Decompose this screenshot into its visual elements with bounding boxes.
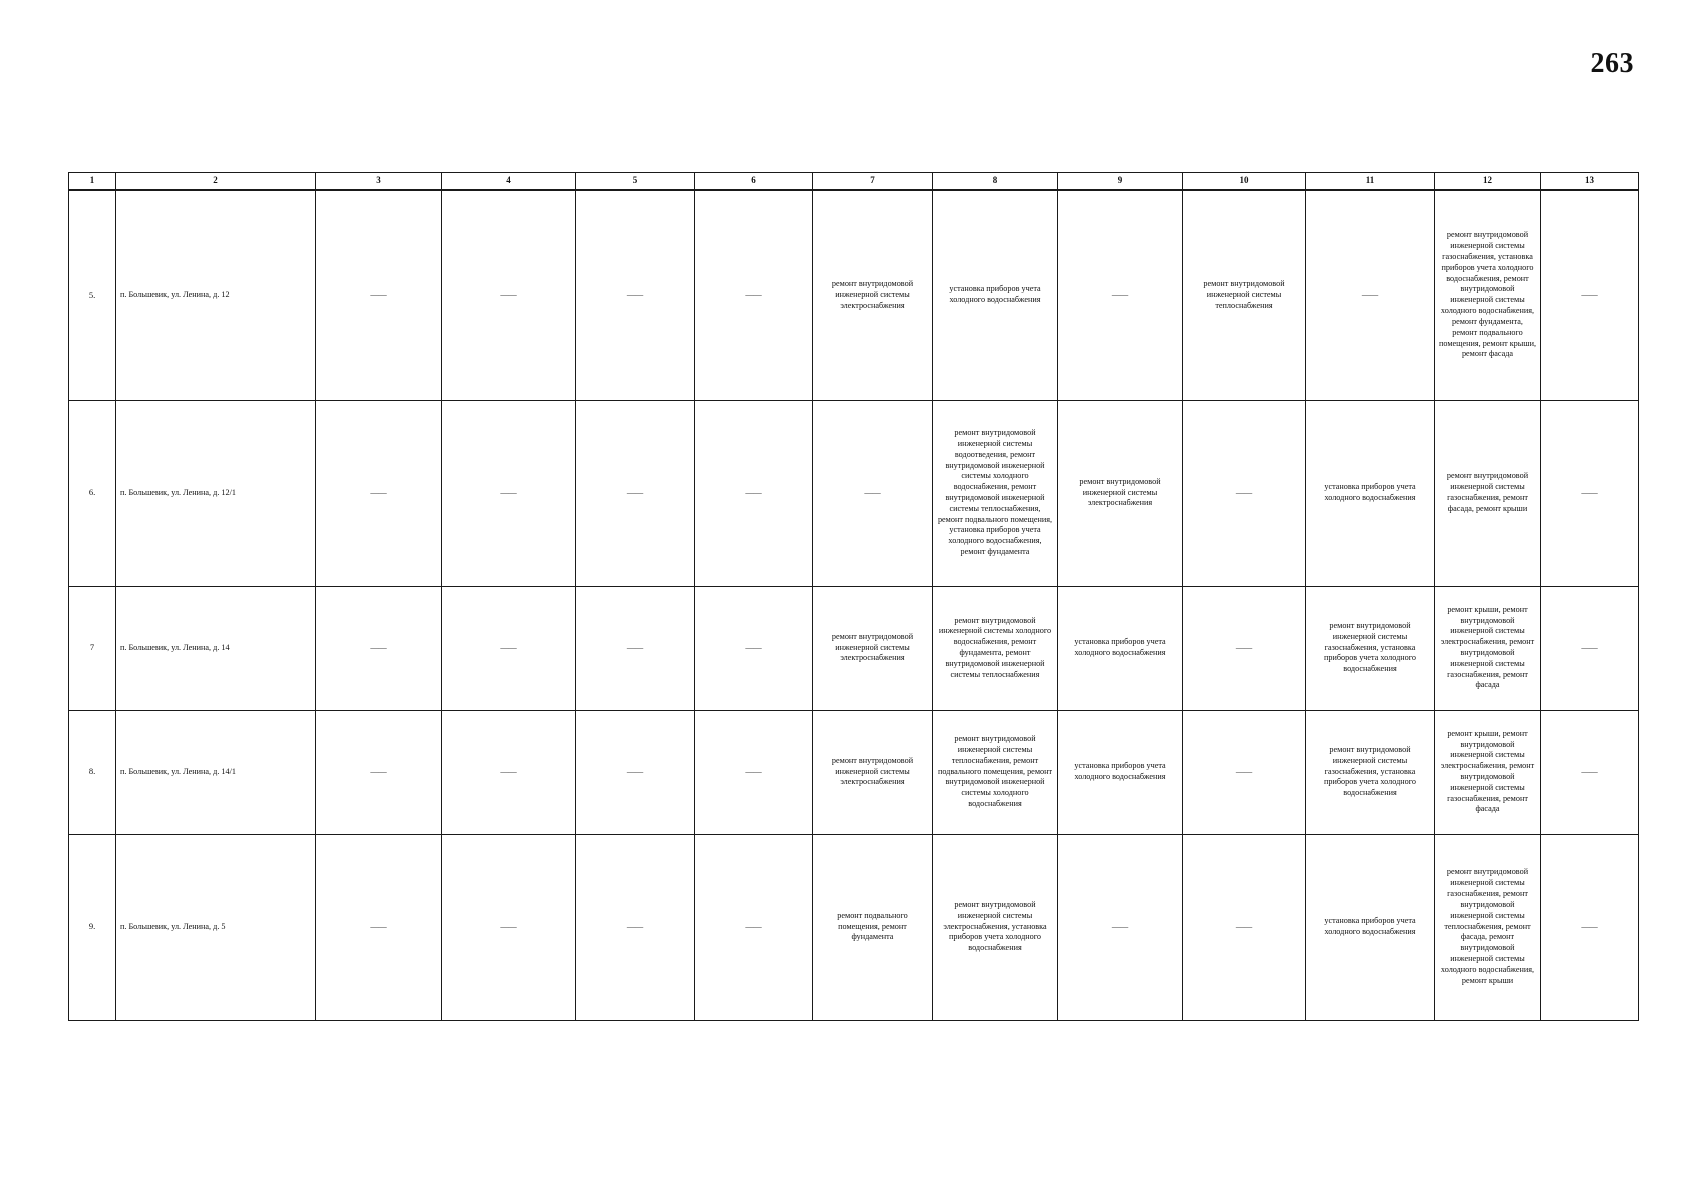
row-number: 7 [69,586,116,710]
cell-col5: —— [576,190,695,400]
cell-col6: —— [695,190,813,400]
table-row [69,190,1639,400]
cell-col9: установка приборов учета холодного водоснабжения [1058,710,1183,834]
cell-col11: ремонт внутридомовой инженерной системы газоснабжения, установка приборов учета холодного водоснабжения [1306,710,1435,834]
address-cell: п. Большевик, ул. Ленина, д. 5 [116,834,316,1020]
table-row [69,586,1639,710]
cell-col7: ремонт подвального помещения, ремонт фундамента [813,834,933,1020]
cell-col3: —— [316,190,442,400]
address-cell: п. Большевик, ул. Ленина, д. 14/1 [116,710,316,834]
table-row [69,834,1639,1020]
column-number-row [69,173,1639,191]
row-number: 6. [69,400,116,586]
cell-col8: ремонт внутридомовой инженерной системы электроснабжения, установка приборов учета холодного водоснабжения [933,834,1058,1020]
cell-col4: —— [442,834,576,1020]
row-number: 8. [69,710,116,834]
column-header: 2 [116,173,316,191]
cell-col7: ремонт внутридомовой инженерной системы электроснабжения [813,586,933,710]
cell-col4: —— [442,586,576,710]
cell-col11: установка приборов учета холодного водоснабжения [1306,834,1435,1020]
repair-schedule-table [68,172,1639,1021]
address-cell: п. Большевик, ул. Ленина, д. 12/1 [116,400,316,586]
cell-col9: —— [1058,190,1183,400]
cell-col8: ремонт внутридомовой инженерной системы теплоснабжения, ремонт подвального помещения, ремонт внутридомовой инженерной системы холодного водоснабжения [933,710,1058,834]
cell-col7: ремонт внутридомовой инженерной системы электроснабжения [813,190,933,400]
column-header: 4 [442,173,576,191]
column-header: 5 [576,173,695,191]
column-header: 11 [1306,173,1435,191]
cell-col5: —— [576,400,695,586]
cell-col9: —— [1058,834,1183,1020]
column-header: 1 [69,173,116,191]
cell-col8: ремонт внутридомовой инженерной системы водоотведения, ремонт внутридомовой инженерной системы холодного водоснабжения, ремонт внутридомовой инженерной системы теплоснабжения, ремонт подвального помещения, установка приборов учета холодного водоснабжения, ремонт фундамента [933,400,1058,586]
cell-col10: —— [1183,834,1306,1020]
cell-col12: ремонт внутридомовой инженерной системы газоснабжения, ремонт фасада, ремонт крыши [1435,400,1541,586]
page-number: 263 [1590,48,1634,79]
table-row [69,710,1639,834]
cell-col10: —— [1183,586,1306,710]
cell-col10: —— [1183,710,1306,834]
cell-col11: ремонт внутридомовой инженерной системы газоснабжения, установка приборов учета холодного водоснабжения [1306,586,1435,710]
cell-col5: —— [576,710,695,834]
cell-col3: —— [316,710,442,834]
cell-col6: —— [695,400,813,586]
cell-col5: —— [576,586,695,710]
cell-col12: ремонт крыши, ремонт внутридомовой инженерной системы электроснабжения, ремонт внутридомовой инженерной системы газоснабжения, ремонт фасада [1435,586,1541,710]
cell-col10: ремонт внутридомовой инженерной системы теплоснабжения [1183,190,1306,400]
cell-col11: установка приборов учета холодного водоснабжения [1306,400,1435,586]
column-header: 9 [1058,173,1183,191]
column-header: 12 [1435,173,1541,191]
cell-col5: —— [576,834,695,1020]
row-number: 5. [69,190,116,400]
cell-col13: —— [1541,400,1639,586]
cell-col8: установка приборов учета холодного водоснабжения [933,190,1058,400]
cell-col12: ремонт крыши, ремонт внутридомовой инженерной системы электроснабжения, ремонт внутридомовой инженерной системы газоснабжения, ремонт фасада [1435,710,1541,834]
cell-col12: ремонт внутридомовой инженерной системы газоснабжения, ремонт внутридомовой инженерной системы теплоснабжения, ремонт фасада, ремонт внутридомовой инженерной системы холодного водоснабжения, ремонт крыши [1435,834,1541,1020]
cell-col4: —— [442,190,576,400]
cell-col7: ремонт внутридомовой инженерной системы электроснабжения [813,710,933,834]
cell-col12: ремонт внутридомовой инженерной системы газоснабжения, установка приборов учета холодного водоснабжения, ремонт внутридомовой инженерной системы холодного водоснабжения, ремонт фундамента, ремонт подвального помещения, ремонт крыши, ремонт фасада [1435,190,1541,400]
cell-col10: —— [1183,400,1306,586]
cell-col13: —— [1541,834,1639,1020]
cell-col8: ремонт внутридомовой инженерной системы холодного водоснабжения, ремонт фундамента, ремонт внутридомовой инженерной системы теплоснабжения [933,586,1058,710]
cell-col11: —— [1306,190,1435,400]
cell-col4: —— [442,710,576,834]
cell-col3: —— [316,586,442,710]
address-cell: п. Большевик, ул. Ленина, д. 14 [116,586,316,710]
column-header: 3 [316,173,442,191]
cell-col3: —— [316,834,442,1020]
cell-col6: —— [695,586,813,710]
cell-col13: —— [1541,586,1639,710]
cell-col6: —— [695,834,813,1020]
column-header: 10 [1183,173,1306,191]
cell-col13: —— [1541,190,1639,400]
cell-col6: —— [695,710,813,834]
cell-col4: —— [442,400,576,586]
cell-col7: —— [813,400,933,586]
column-header: 13 [1541,173,1639,191]
column-header: 6 [695,173,813,191]
column-header: 8 [933,173,1058,191]
address-cell: п. Большевик, ул. Ленина, д. 12 [116,190,316,400]
table-row [69,400,1639,586]
column-header: 7 [813,173,933,191]
cell-col13: —— [1541,710,1639,834]
cell-col3: —— [316,400,442,586]
cell-col9: установка приборов учета холодного водоснабжения [1058,586,1183,710]
row-number: 9. [69,834,116,1020]
cell-col9: ремонт внутридомовой инженерной системы электроснабжения [1058,400,1183,586]
